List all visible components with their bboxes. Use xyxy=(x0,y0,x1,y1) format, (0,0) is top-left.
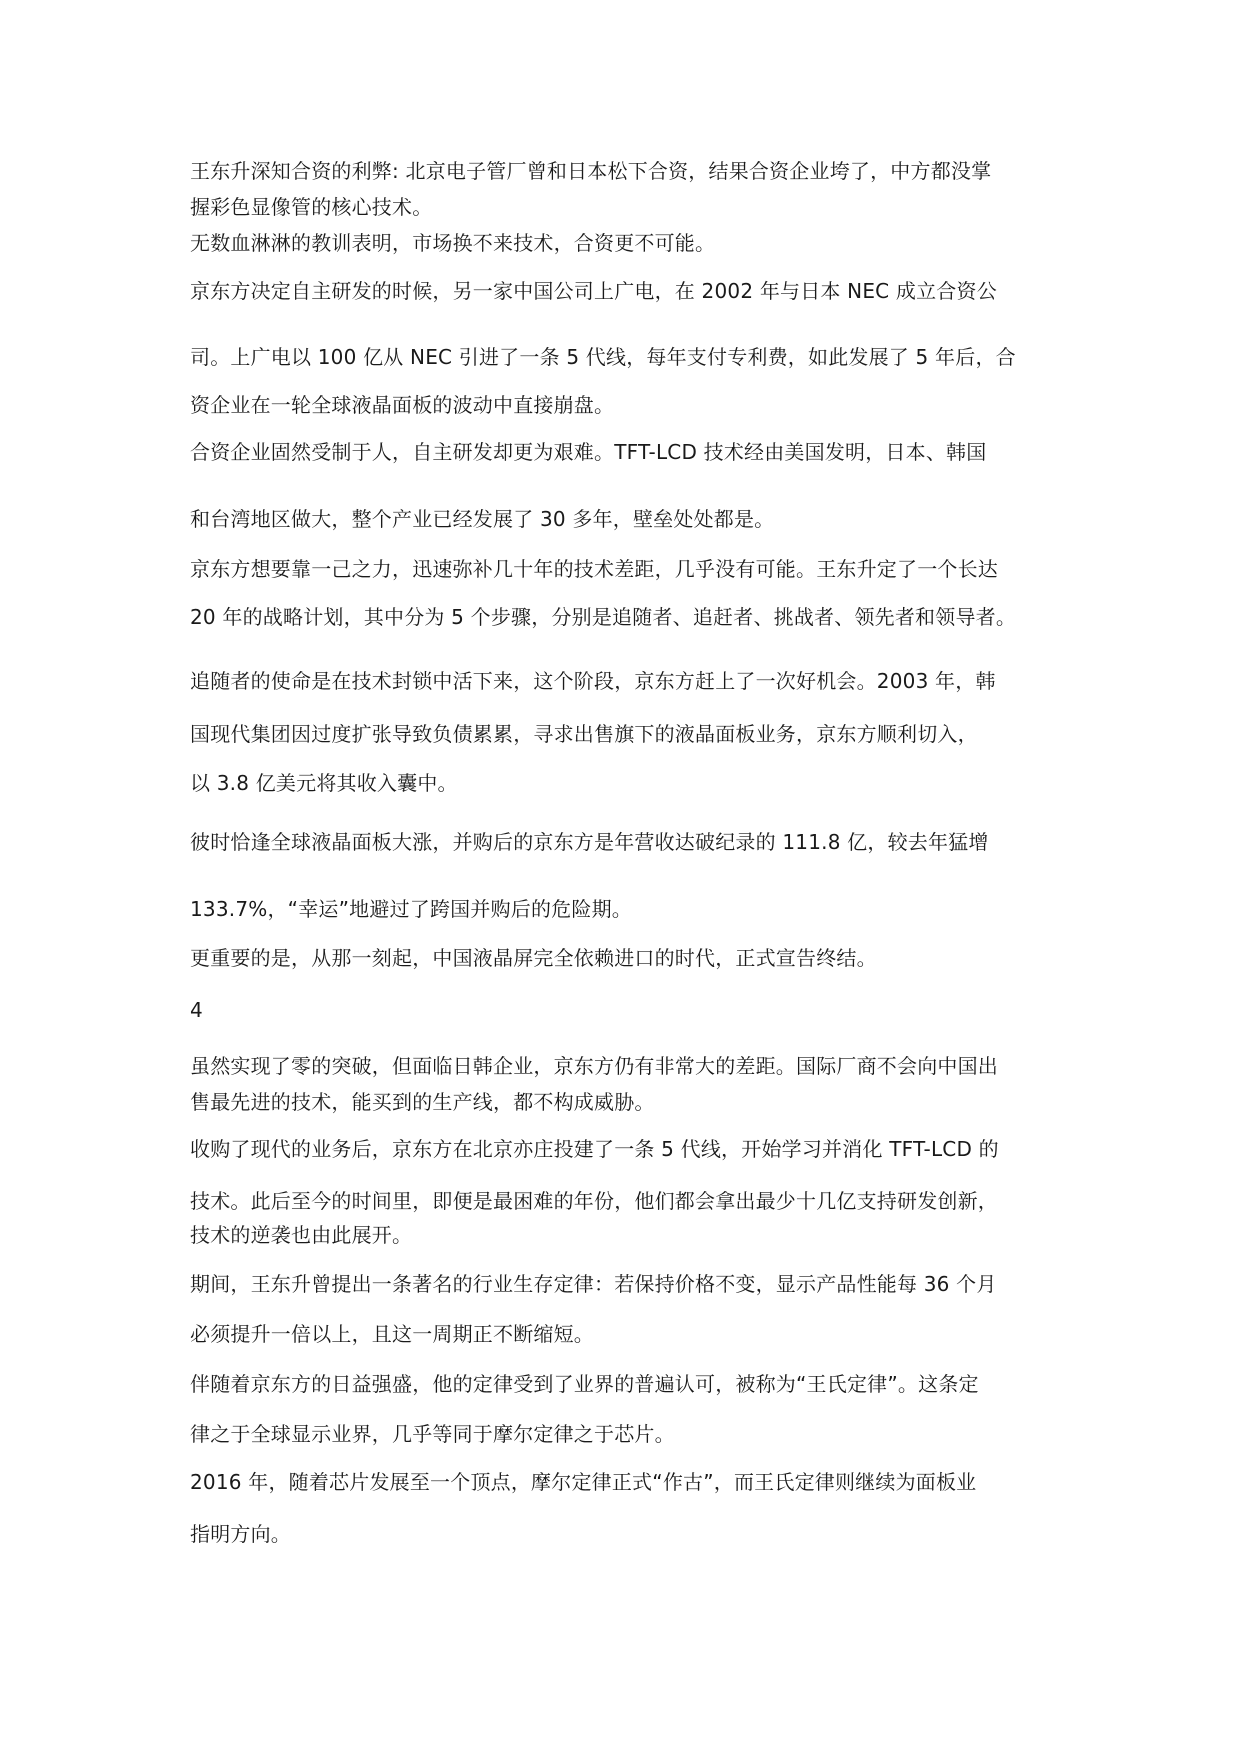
text-line-13: 以 3.8 亿美元将其收入囊中。 xyxy=(190,771,458,795)
text-line-24: 必须提升一倍以上，且这一周期正不断缩短。 xyxy=(190,1322,594,1346)
text-line-8: 和台湾地区做大，整个产业已经发展了 30 多年，壁垒处处都是。 xyxy=(190,507,775,531)
text-line-4: 京东方决定自主研发的时候，另一家中国公司上广电，在 2002 年与日本 NEC 成立合资公 xyxy=(190,279,997,303)
text-line-16: 更重要的是，从那一刻起，中国液晶屏完全依赖进口的时代，正式宣告终结。 xyxy=(190,946,877,970)
text-line-5: 司。上广电以 100 亿从 NEC 引进了一条 5 代线，每年支付专利费，如此发展了 5 年后，合 xyxy=(190,345,1016,369)
text-line-27: 2016 年，随着芯片发展至一个顶点，摩尔定律正式“作古”，而王氏定律则继续为面板业 xyxy=(190,1470,977,1494)
text-line-25: 伴随着京东方的日益强盛，他的定律受到了业界的普遍认可，被称为“王氏定律”。这条定 xyxy=(190,1372,979,1396)
text-line-11: 追随者的使命是在技术封锁中活下来，这个阶段，京东方赶上了一次好机会。2003 年，韩 xyxy=(190,669,996,693)
text-line-26: 律之于全球显示业界，几乎等同于摩尔定律之于芯片。 xyxy=(190,1422,675,1446)
text-line-1: 王东升深知合资的利弊: 北京电子管厂曾和日本松下合资，结果合资企业垮了，中方都没掌 xyxy=(190,159,992,183)
text-line-6: 资企业在一轮全球液晶面板的波动中直接崩盘。 xyxy=(190,393,615,417)
text-line-19: 售最先进的技术，能买到的生产线，都不构成威胁。 xyxy=(190,1090,655,1114)
text-line-23: 期间，王东升曾提出一条著名的行业生存定律：若保持价格不变，显示产品性能每 36 个月 xyxy=(190,1272,997,1296)
text-line-14: 彼时恰逢全球液晶面板大涨，并购后的京东方是年营收达破纪录的 111.8 亿，较去年猛增 xyxy=(190,830,989,854)
text-line-21: 技术。此后至今的时间里，即便是最困难的年份，他们都会拿出最少十几亿支持研发创新， xyxy=(190,1189,998,1213)
text-line-7: 合资企业固然受制于人，自主研发却更为艰难。TFT-LCD 技术经由美国发明，日本、韩国 xyxy=(190,440,987,464)
text-line-3: 无数血淋淋的教训表明，市场换不来技术，合资更不可能。 xyxy=(190,231,716,255)
text-line-22: 技术的逆袭也由此展开。 xyxy=(190,1223,413,1247)
text-line-20: 收购了现代的业务后，京东方在北京亦庄投建了一条 5 代线，开始学习并消化 TFT-LCD 的 xyxy=(190,1137,999,1161)
section-number: 4 xyxy=(190,998,203,1022)
text-line-9: 京东方想要靠一己之力，迅速弥补几十年的技术差距，几乎没有可能。王东升定了一个长达 xyxy=(190,557,998,581)
text-line-28: 指明方向。 xyxy=(190,1522,291,1546)
text-line-12: 国现代集团因过度扩张导致负债累累，寻求出售旗下的液晶面板业务，京东方顺利切入， xyxy=(190,722,978,746)
text-line-15: 133.7%，“幸运”地避过了跨国并购后的危险期。 xyxy=(190,897,632,921)
text-line-10: 20 年的战略计划，其中分为 5 个步骤，分别是追随者、追赶者、挑战者、领先者和领导者。 xyxy=(190,605,1017,629)
text-line-2: 握彩色显像管的核心技术。 xyxy=(190,195,433,219)
text-line-18: 虽然实现了零的突破，但面临日韩企业，京东方仍有非常大的差距。国际厂商不会向中国出 xyxy=(190,1054,998,1078)
